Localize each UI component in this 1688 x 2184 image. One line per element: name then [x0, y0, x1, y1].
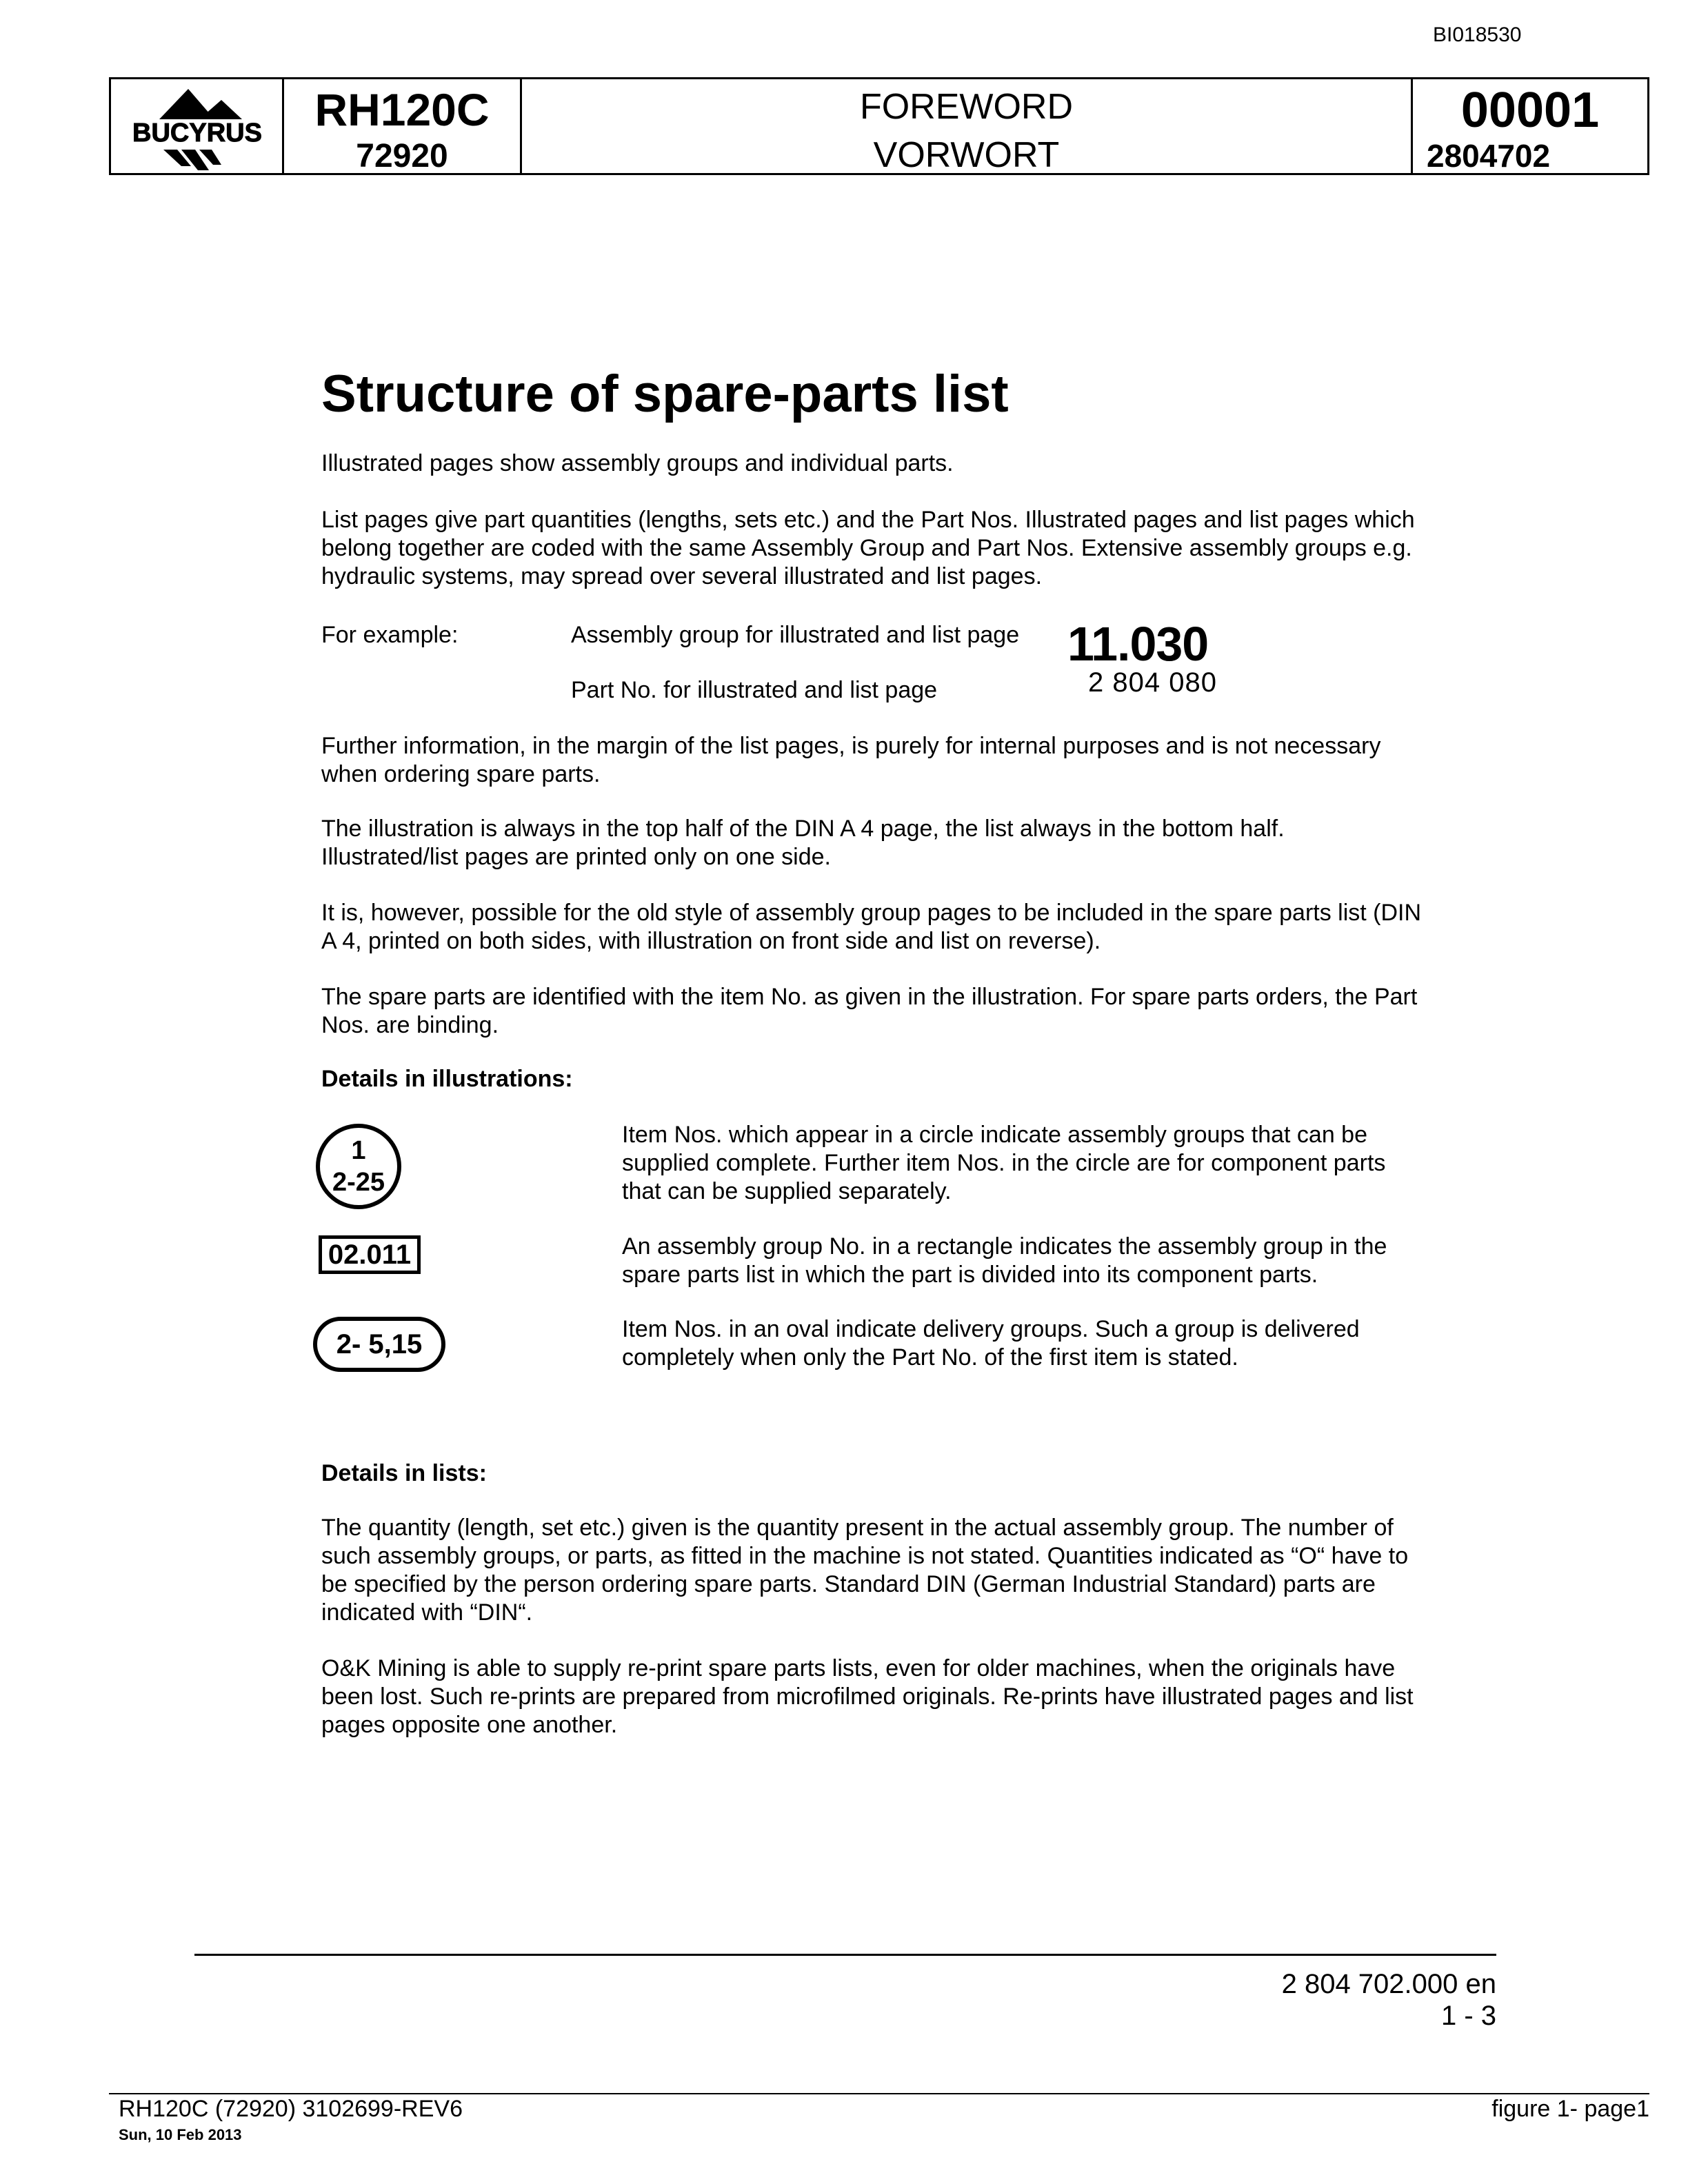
logo-cell [111, 79, 284, 173]
paragraph-reprints: O&K Mining is able to supply re-print spare parts lists, even for older machines, when the originals have been lost. Such re-prints are prepared from microfilmed originals. Re-prints have illustrated pages and list pages opposite one another. [321, 1655, 1414, 1738]
paragraph-illustrated-pages: Illustrated pages show assembly groups and individual parts. [321, 450, 954, 476]
paragraph-quantity: The quantity (length, set etc.) given is the quantity present in the actual assembly group. The number of such assembly groups, or parts, as fitted in the machine is not stated. Quantities indicated as “O“ have to be specified by the person ordering spare parts. Standard DIN (German Industrial Standard) parts are indicated with “DIN“. [321, 1515, 1409, 1626]
illustrations-heading: Details in illustrations: [321, 1066, 573, 1092]
paragraph-list-pages: List pages give part quantities (lengths, sets etc.) and the Part Nos. Illustrated pages and list pages which belong together are coded with the same Assembly Group and Part Nos. Extensive assembly groups e.g. hydraulic systems, may spread over several illustrated and list pages. [321, 507, 1415, 589]
lists-heading: Details in lists: [321, 1460, 487, 1486]
circle-description: Item Nos. which appear in a circle indicate assembly groups that can be supplied complete. Further item Nos. in the circle are for component parts that can be supplied separately. [622, 1122, 1386, 1204]
bottom-figure-page: figure 1- page1 [1491, 2096, 1649, 2122]
rectangle-symbol: 02.011 [319, 1235, 421, 1274]
number-cell [1413, 79, 1647, 173]
header-part-number: 2804702 [1427, 138, 1551, 174]
model-serial: 72920 [356, 138, 448, 174]
title-german: VORWORT [873, 135, 1060, 175]
example-part-number: 2 804 080 [1088, 667, 1217, 698]
bottom-document-line: RH120C (72920) 3102699-REV6 [119, 2096, 463, 2122]
section-number: 00001 [1460, 83, 1600, 138]
example-label: For example: [321, 622, 459, 648]
model-cell [284, 79, 522, 173]
circle-symbol-bottom: 2-25 [332, 1168, 385, 1197]
oval-description: Item Nos. in an oval indicate delivery groups. Such a group is delivered completely when only the Part No. of the first item is stated. [622, 1316, 1360, 1371]
document-reference: BI018530 [1433, 23, 1522, 46]
example-partno-text: Part No. for illustrated and list page [571, 677, 938, 703]
bottom-date: Sun, 10 Feb 2013 [119, 2126, 242, 2143]
model-name: RH120C [314, 84, 490, 135]
paragraph-margin-info: Further information, in the margin of the list pages, is purely for internal purposes and is not necessary when ordering spare parts. [321, 733, 1381, 787]
circle-symbol-top: 1 [351, 1136, 366, 1165]
header-table [109, 77, 1649, 175]
rectangle-description: An assembly group No. in a rectangle indicates the assembly group in the spare parts list in which the part is divided into its component parts. [622, 1233, 1387, 1288]
bottom-divider [109, 2093, 1649, 2094]
paragraph-identification: The spare parts are identified with the item No. as given in the illustration. For spare parts orders, the Part Nos. are binding. [321, 984, 1418, 1038]
title-english: FOREWORD [859, 87, 1074, 127]
example-group-number: 11.030 [1067, 617, 1209, 671]
paragraph-old-style: It is, however, possible for the old style of assembly group pages to be included in the spare parts list (DIN A 4, printed on both sides, with illustration on front side and list on reverse). [321, 900, 1422, 954]
logo-wordmark: BUCYRUS [132, 119, 262, 148]
example-assembly-text: Assembly group for illustrated and list page [571, 622, 1020, 648]
page-title: Structure of spare-parts list [321, 365, 1009, 423]
circle-symbol [316, 1124, 401, 1209]
oval-symbol: 2- 5,15 [313, 1317, 445, 1372]
title-cell [522, 79, 1413, 173]
footer-document-code: 2 804 702.000 en [1281, 1969, 1496, 1999]
footer-page-number: 1 - 3 [1440, 2001, 1496, 2031]
paragraph-illustration-placement: The illustration is always in the top half of the DIN A 4 page, the list always in the bottom half. Illustrated/list pages are printed only on one side. [321, 816, 1285, 870]
footer-divider [194, 1954, 1496, 1956]
bucyrus-logo [118, 83, 277, 173]
